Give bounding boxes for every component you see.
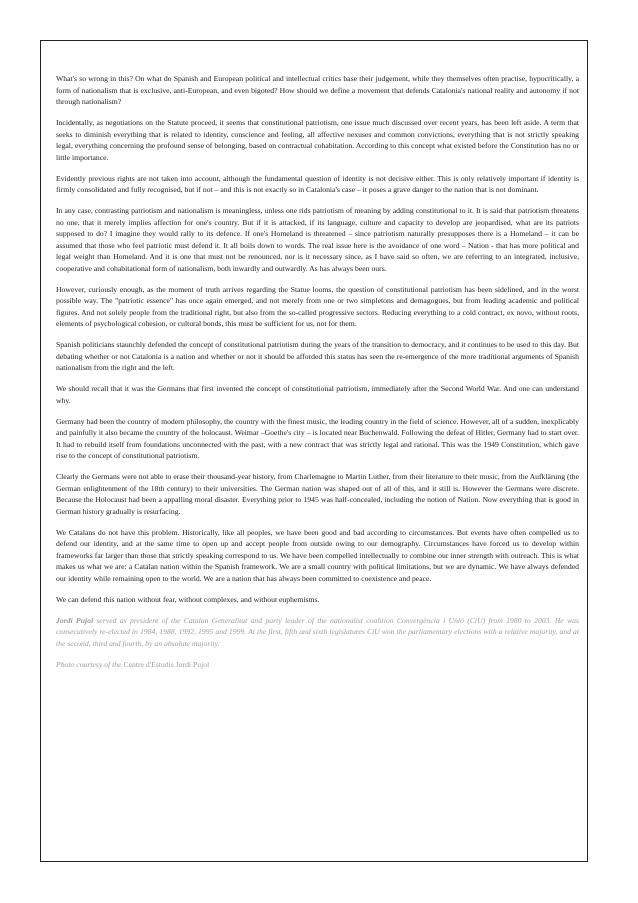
author-name: Jordi Pujol [56,615,94,625]
body-paragraph: We should recall that it was the Germans that first invented the concept of constitutional patriotism, immediately after the Second World War. And one can understand why. [56,384,579,405]
photo-credit-source: Centre d'Estudis Jordi Pujol [123,659,210,669]
body-paragraph: We Catalans do not have this problem. Historically, like all peoples, we have been good and bad according to circumstances. But events have often compelled us to defend our identity, and at the same time to open up and accept people from outside owing to our demography. Circumstances have forced us to develop within frameworks far larger than those that strictly speaking correspond to us. We have been compelled intellectually to combine our inner strength with outreach. This is what makes us what we are: a Catalan nation within the Spanish framework. We are a small country with political limitations, but we are dynamic. We have always defended our identity while remaining open to the world. We are a nation that has always been committed to coexistence and peace. [56,527,579,584]
body-paragraph: In any case, contrasting patriotism and nationalism is meaningless, unless one rids patriotism of meaning by adding constitutional to it. It is said that patriotism threatens no one, that it merely implies affection for one's country. But if it is attacked, if its language, culture and capacity to develop are jeopardised, what are its patriots supposed to do? I imagine they would rally to its defence. If one's Homeland is threatened – since patriotism naturally presupposes there is a Homeland – it can be assumed that those who feel patriotic must defend it. It all boils down to words. The real issue here is the avoidance of one word – Nation - that has more political and legal weight than Homeland. And it is one that must not be renounced, nor is it necessary since, as I have said so often, we are referring to an integrated, inclusive, cooperative and cohabitational form of nationalism, both inwardly and outwardly. As has always been ours. [56,205,579,273]
body-paragraph: We can defend this nation without fear, without complexes, and without euphemisms. [56,594,320,604]
author-bio-text: served as president of the Catalan Generalitat and party leader of the nationalist coalition Convergència i Unió (CiU) from 1980 to 2003. He was consecutively re-elected in 1984, 1988, 1992, 1995 and 1999. At the first, fifth and sixth legislatures CiU won the parliamentary elections with a relative majority, and at the second, third and fourth, by an absolute majority. [56,615,580,648]
body-paragraph: Spanish politicians staunchly defended the concept of constitutional patriotism during the years of the transition to democracy, and it continues to be used to this day. But debating whether or not Catalonia is a nation and whether or not it should be afforded this status has seen the re-emergence of the more traditional arguments of Spanish nationalism from the right and the left. [56,340,579,373]
body-paragraph: Evidently previous rights are not taken into account, although the fundamental question of identity is not decisive either. This is only relatively important if identity is firmly consolidated and fully recognised, but if not – and this is not exactly so in Catalonia's case – it poses a grave danger to the nation that is not dominant. [56,173,579,195]
body-paragraph: Incidentally, as negotiations on the Statute proceed, it seems that constitutional patriotism, one issue much discussed over recent years, has been left aside. A term that seeks to diminish everything that is related to identity, conscience and feeling, all affective nexuses and common convictions, everything that is not strictly speaking legal, everything concerning the profound sense of belonging, based on contractual cohabitation. According to this concept what existed before the Constitution has no or little importance. [56,117,579,162]
photo-credit [56,659,579,671]
body-paragraph: What's so wrong in this? On what do Spanish and European political and intellectual critics base their judgement, while they themselves often practise, hypocritically, a form of nationalism that is exclusive, anti-European, and even bigoted? How should we define a movement that defends Catalonia's national reality and autonomy if not through nationalism? [56,74,579,107]
body-paragraph: However, curiously enough, as the moment of truth arrives regarding the Statue looms, the question of constitutional patriotism has been sidelined, and in the worst possible way. The "patriotic essence" has once again emerged, and not merely from one or two simpletons and demagogues, but from leading academic and political figures. And not solely people from the traditional right, but also from the so-called progressive sectors. Reducing everything to a cold contract, ex novo, without roots, elements of psychological cohesion, or cultural bonds, this must be sufficient for us, not for them. [56,284,579,329]
document-page [40,40,588,862]
photo-credit-prefix: Photo courtesy of the [56,659,124,669]
author-bio [56,615,579,650]
body-paragraph: Germany had been the country of modern philosophy, the country with the finest music, the leading country in the field of science. However, all of a sudden, inexplicably and painfully it also became the country of the holocaust. Weimar –Goethe's city – is located near Buchenwald. Following the defeat of Hitler, Germany had to start over. It had to rebuild itself from foundations unconnected with the past, with a new contract that was strictly legal and rational. This was the 1949 Constitution, which gave rise to the concept of constitutional patriotism. [56,416,579,461]
body-paragraph: Clearly the Germans were not able to erase their thousand-year history, from Charlemagne to Martin Luther, from their literature to their music, from the Aufklärung (the German enlightenment of the 18th century) to their universities. The German nation was shaped out of all of this, and it still is. However the Germans were discrete. Because the Holocaust had been a appalling moral disaster. Everything prior to 1945 was half-concealed, including the notion of Nation. Now everything that is good in German history gradually is resurfacing. [56,472,579,516]
